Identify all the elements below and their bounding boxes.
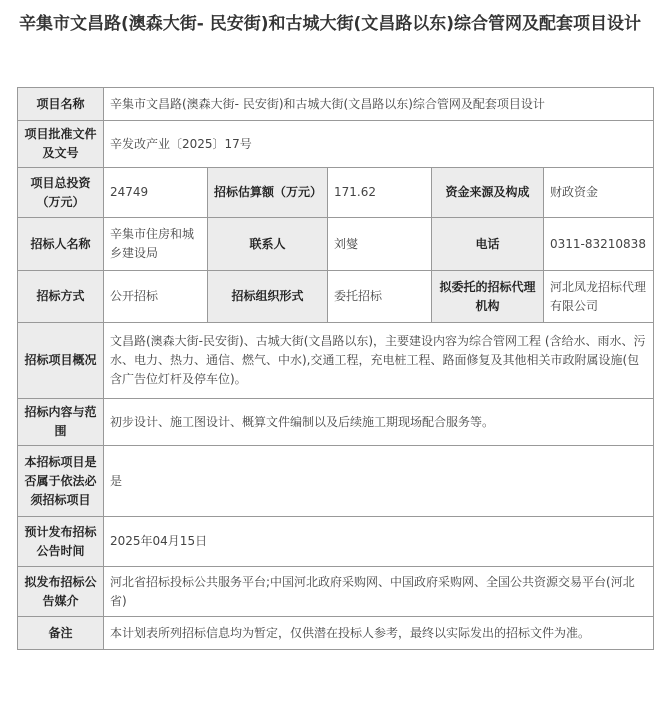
table-row bbox=[18, 168, 654, 218]
contact-value: 刘燮 bbox=[328, 218, 432, 271]
total-investment-value: 24749 bbox=[104, 168, 208, 218]
table-row bbox=[18, 88, 654, 121]
table-row bbox=[18, 121, 654, 168]
project-overview-label: 招标项目概况 bbox=[18, 323, 104, 399]
scope-value: 初步设计、施工图设计、概算文件编制以及后续施工期现场配合服务等。 bbox=[104, 399, 654, 446]
project-name-value: 辛集市文昌路(澳森大街- 民安街)和古城大街(文昌路以东)综合管网及配套项目设计 bbox=[104, 88, 654, 121]
tender-method-value: 公开招标 bbox=[104, 271, 208, 323]
organization-form-value: 委托招标 bbox=[328, 271, 432, 323]
project-overview-value: 文昌路(澳森大街-民安街)、古城大街(文昌路以东)，主要建设内容为综合管网工程 (含给水、雨水、污水、电力、热力、通信、燃气、中水),交通工程，充电桩工程、路面修复及其他相关市政附属设施(包含广告位灯杆及停车位)。 bbox=[104, 323, 654, 399]
table-row bbox=[18, 218, 654, 271]
table-row bbox=[18, 446, 654, 517]
remarks-label: 备注 bbox=[18, 617, 104, 650]
organization-form-label: 招标组织形式 bbox=[208, 271, 328, 323]
phone-label: 电话 bbox=[432, 218, 544, 271]
mandatory-label: 本招标项目是否属于依法必须招标项目 bbox=[18, 446, 104, 517]
table-row bbox=[18, 517, 654, 567]
approval-doc-label: 项目批准文件及文号 bbox=[18, 121, 104, 168]
media-label: 拟发布招标公告媒介 bbox=[18, 567, 104, 617]
tender-method-label: 招标方式 bbox=[18, 271, 104, 323]
tender-estimate-value: 171.62 bbox=[328, 168, 432, 218]
table-row bbox=[18, 399, 654, 446]
agency-value: 河北凤龙招标代理有限公司 bbox=[544, 271, 654, 323]
remarks-value: 本计划表所列招标信息均为暂定，仅供潜在投标人参考，最终以实际发出的招标文件为准。 bbox=[104, 617, 654, 650]
publish-time-label: 预计发布招标公告时间 bbox=[18, 517, 104, 567]
fund-source-label: 资金来源及构成 bbox=[432, 168, 544, 218]
tender-plan-table bbox=[17, 87, 654, 650]
media-value: 河北省招标投标公共服务平台;中国河北政府采购网、中国政府采购网、全国公共资源交易平台(河北省) bbox=[104, 567, 654, 617]
agency-label: 拟委托的招标代理机构 bbox=[432, 271, 544, 323]
publish-time-value: 2025年04月15日 bbox=[104, 517, 654, 567]
page-title: 辛集市文昌路(澳森大街- 民安街)和古城大街(文昌路以东)综合管网及配套项目设计 bbox=[18, 14, 642, 34]
total-investment-label: 项目总投资（万元） bbox=[18, 168, 104, 218]
table-row bbox=[18, 617, 654, 650]
approval-doc-value: 辛发改产业〔2025〕17号 bbox=[104, 121, 654, 168]
scope-label: 招标内容与范围 bbox=[18, 399, 104, 446]
table-row bbox=[18, 271, 654, 323]
phone-value: 0311-83210838 bbox=[544, 218, 654, 271]
contact-label: 联系人 bbox=[208, 218, 328, 271]
table-row bbox=[18, 323, 654, 399]
tenderer-name-label: 招标人名称 bbox=[18, 218, 104, 271]
project-name-label: 项目名称 bbox=[18, 88, 104, 121]
tenderer-name-value: 辛集市住房和城乡建设局 bbox=[104, 218, 208, 271]
fund-source-value: 财政资金 bbox=[544, 168, 654, 218]
tender-estimate-label: 招标估算额（万元） bbox=[208, 168, 328, 218]
mandatory-value: 是 bbox=[104, 446, 654, 517]
table-row bbox=[18, 567, 654, 617]
